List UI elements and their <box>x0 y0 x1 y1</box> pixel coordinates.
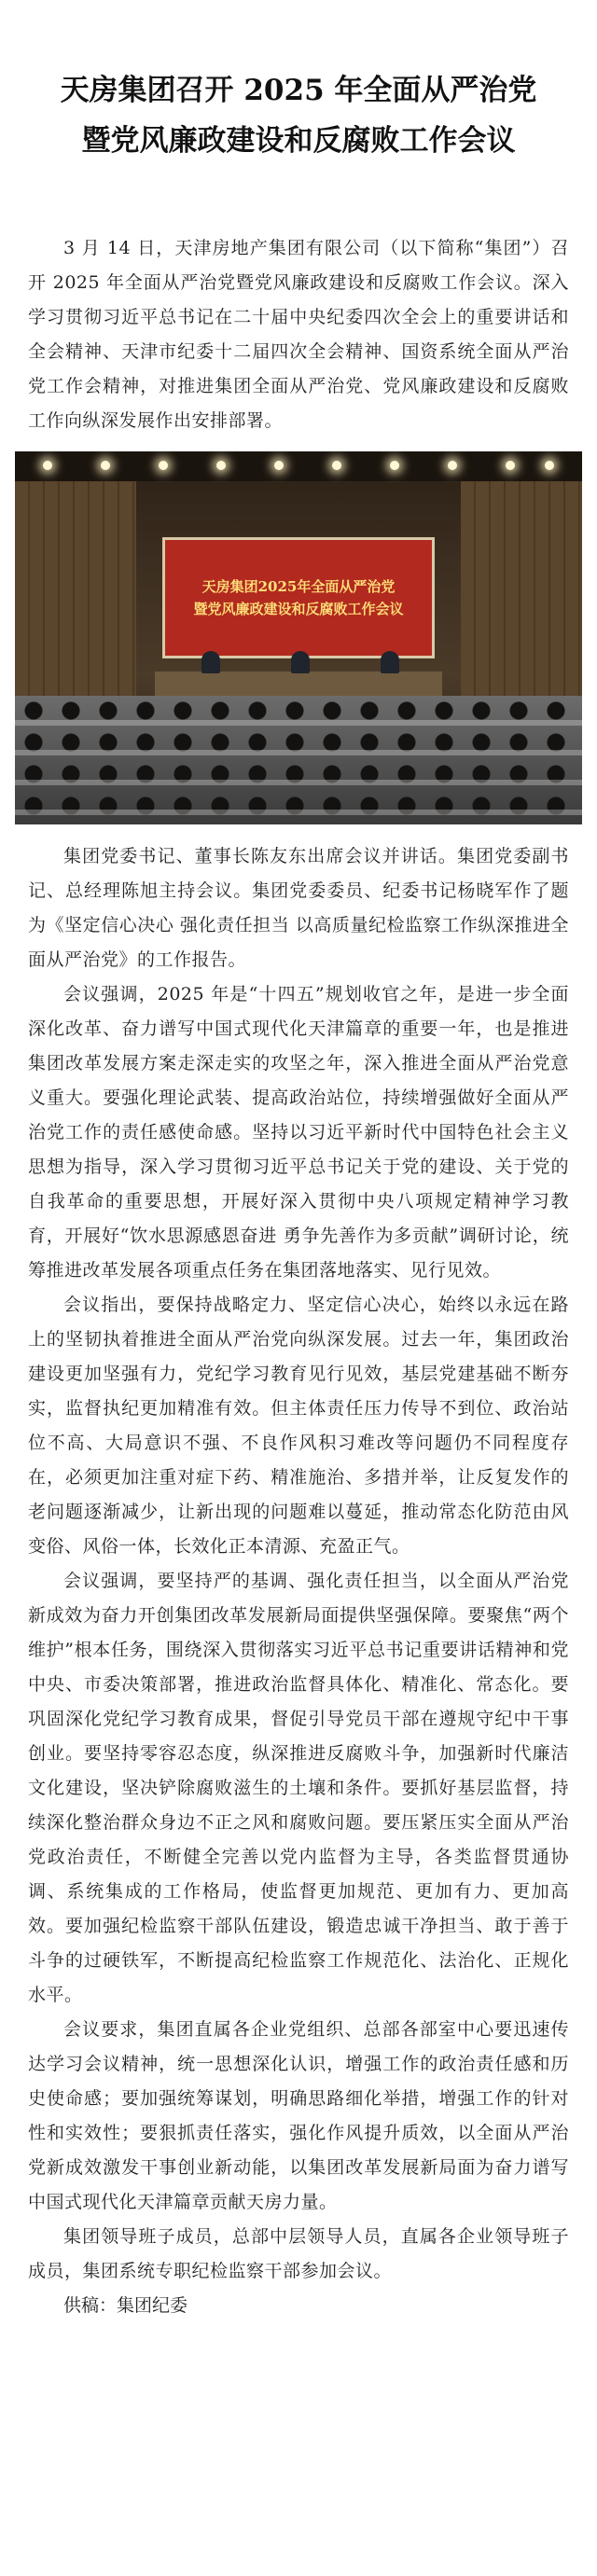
intro-paragraph: 3 月 14 日，天津房地产集团有限公司（以下简称“集团”）召开 2025 年全面从严治党暨党风廉政建设和反腐败工作会议。深入学习贯彻习近平总书记在二十届中央纪委四次全会上的重要讲话和全会精神、天津市纪委十二届四次全会精神、国资系统全面从严治党工作会精神，对推进集团全面从严治党、党风廉政建设和反腐败工作向纵深发展作出安排部署。 <box>28 238 569 431</box>
ceiling-lights <box>43 461 554 474</box>
meeting-photo <box>15 451 582 824</box>
screen-line-1: 天房集团2025年全面从严治党 <box>201 578 396 595</box>
body-paragraph: 会议强调，要坚持严的基调、强化责任担当，以全面从严治党新成效为奋力开创集团改革发展新局面提供坚强保障。要聚焦“两个维护”根本任务，围绕深入贯彻落实习近平总书记重要讲话精神和党中央、市委决策部署，推进政治监督具体化、精准化、常态化。要巩固深化党纪学习教育成果，督促引导党员干部在遵规守纪中干事创业。要坚持零容忍态度，纵深推进反腐败斗争，加强新时代廉洁文化建设，坚决铲除腐败滋生的土壤和条件。要抓好基层监督，持续深化整治群众身边不正之风和腐败问题。要压紧压实全面从严治党政治责任，不断健全完善以党内监督为主导，各类监督贯通协调、系统集成的工作格局，使监督更加规范、更加有力、更加高效。要加强纪检监察干部队伍建设，锻造忠诚干净担当、敢于善于斗争的过硬铁军，不断提高纪检监察工作规范化、法治化、正规化水平。 <box>28 1571 569 2005</box>
article-title <box>0 65 597 166</box>
source-credit: 供稿：集团纪委 <box>63 2295 188 2316</box>
body-paragraph: 集团领导班子成员，总部中层领导人员，直属各企业领导班子成员，集团系统专职纪检监察干部参加会议。 <box>28 2226 569 2281</box>
body-paragraph: 会议强调，2025 年是“十四五”规划收官之年，是进一步全面深化改革、奋力谱写中国式现代化天津篇章的重要一年，也是推进集团改革发展方案走深走实的攻坚之年，深入推进全面从严治党意义重大。要强化理论武装、提高政治站位，持续增强做好全面从严治党工作的责任感使命感。坚持以习近平新时代中国特色社会主义思想为指导，深入学习贯彻习近平总书记关于党的建设、关于党的自我革命的重要思想，开展好深入贯彻中央八项规定精神学习教育，开展好“饮水思源感恩奋进 勇争先善作为多贡献”调研讨论，统筹推进改革发展各项重点任务在集团落地落实、见行见效。 <box>28 984 569 1281</box>
rostrum-table <box>155 672 442 698</box>
title-line-2: 暨党风廉政建设和反腐败工作会议 <box>81 124 516 158</box>
speaker-figure <box>291 651 310 673</box>
seat-rows <box>15 696 582 824</box>
wood-wall-right <box>461 481 582 705</box>
speaker-figure <box>381 651 399 673</box>
screen-line-2: 暨党风廉政建设和反腐败工作会议 <box>193 601 404 617</box>
speaker-figure <box>201 651 220 673</box>
body-paragraph: 会议指出，要保持战略定力、坚定信心决心，始终以永远在路上的坚韧执着推进全面从严治党向纵深发展。过去一年，集团政治建设更加坚强有力，党纪学习教育见行见效，基层党建基础不断夯实，监督执纪更加精准有效。但主体责任压力传导不到位、政治站位不高、大局意识不强、不良作风积习难改等问题仍不同程度存在，必须更加注重对症下药、精准施治、多措并举，让反复发作的老问题逐渐减少，让新出现的问题难以蔓延，推动常态化防范由风变俗、风俗一体，长效化正本清源、充盈正气。 <box>28 1295 569 1557</box>
title-line-1: 天房集团召开 2025 年全面从严治党 <box>60 74 537 107</box>
wood-wall-left <box>15 481 136 705</box>
body-paragraph: 会议要求，集团直属各企业党组织、总部各部室中心要迅速传达学习会议精神，统一思想深化认识，增强工作的政治责任感和历史使命感；要加强统筹谋划，明确思路细化举措，增强工作的针对性和实效性；要狠抓责任落实，强化作风提升质效，以全面从严治党新成效激发干事创业新动能，以集团改革发展新局面为奋力谱写中国式现代化天津篇章贡献天房力量。 <box>28 2019 569 2212</box>
projection-screen <box>162 537 435 658</box>
body-paragraph: 集团党委书记、董事长陈友东出席会议并讲话。集团党委副书记、总经理陈旭主持会议。集团党委委员、纪委书记杨晓军作了题为《坚定信心决心 强化责任担当 以高质量纪检监察工作纵深推进全面从严治党》的工作报告。 <box>28 846 569 970</box>
